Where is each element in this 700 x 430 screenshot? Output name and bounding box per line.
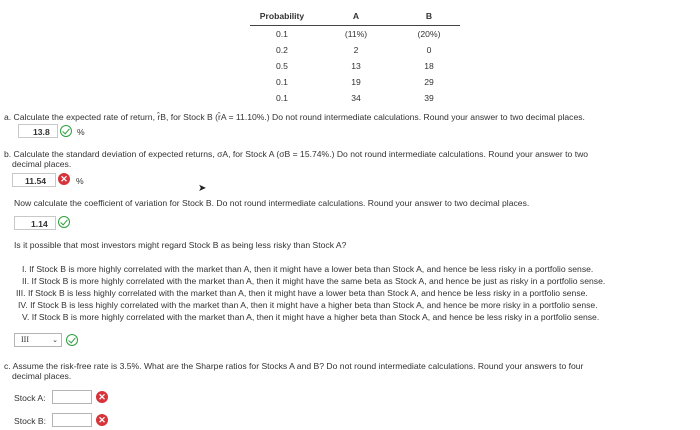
part-c-question-cont: decimal places. bbox=[12, 371, 72, 381]
mouse-cursor-icon: ➤ bbox=[198, 183, 207, 194]
incorrect-x-icon: ✕ bbox=[96, 414, 108, 426]
cv-answer-field[interactable]: 1.14 bbox=[14, 216, 56, 230]
part-a-answer-field[interactable]: 13.8 bbox=[18, 124, 58, 138]
cell: (11%) bbox=[344, 29, 368, 39]
option-iii: III. If Stock B is less highly correlated with the market than A, then it might have a lower beta than Stock A, and hence be less risky in a portfolio sense. bbox=[16, 288, 588, 298]
cell: 13 bbox=[351, 61, 361, 71]
table-row bbox=[250, 74, 460, 90]
table-row bbox=[250, 90, 460, 106]
cell: 19 bbox=[351, 77, 361, 87]
cell: 0.2 bbox=[276, 45, 288, 55]
stock-a-label: Stock A: bbox=[14, 393, 46, 403]
correct-check-icon bbox=[58, 216, 70, 228]
option-iv: IV. If Stock B is less highly correlated with the market than A, then it might have a higher beta than Stock A, and hence be more risky in a portfolio sense. bbox=[18, 300, 598, 310]
cell: 0.5 bbox=[276, 61, 288, 71]
probability-table bbox=[250, 7, 460, 106]
incorrect-x-icon: ✕ bbox=[96, 391, 108, 403]
table-row bbox=[250, 58, 460, 74]
cell: 29 bbox=[424, 77, 434, 87]
cell: 0 bbox=[426, 45, 432, 55]
part-a-question: a. Calculate the expected rate of return, r̂B, for Stock B (r̂A = 11.10%.) Do not round intermediate calculations. Round your answer to two decimal places. bbox=[4, 112, 585, 122]
part-b-question-cont: decimal places. bbox=[12, 159, 72, 169]
option-v: V. If Stock B is more highly correlated with the market than A, then it might have a higher beta than Stock A, and hence be less risky in a portfolio sense. bbox=[22, 312, 600, 322]
part-a-unit: % bbox=[77, 127, 85, 137]
cell: 18 bbox=[424, 61, 434, 71]
cell: 34 bbox=[351, 93, 361, 103]
header-probability: Probability bbox=[250, 7, 314, 26]
stock-b-sharpe-input[interactable] bbox=[52, 413, 92, 427]
answer-select-dropdown[interactable] bbox=[14, 333, 62, 347]
header-stock-a: A bbox=[314, 7, 398, 26]
stock-a-sharpe-input[interactable] bbox=[52, 390, 92, 404]
part-b-unit: % bbox=[76, 176, 84, 186]
part-b-question: b. Calculate the standard deviation of expected returns, σA, for Stock A (σB = 15.74%.) Do not round intermediate calculations. Round your answer to two bbox=[4, 149, 589, 159]
risk-question: Is it possible that most investors might regard Stock B as being less risky than Stock A? bbox=[14, 240, 347, 250]
cell: (20%) bbox=[417, 29, 441, 39]
table-row bbox=[250, 42, 460, 58]
cell: 0.1 bbox=[276, 77, 288, 87]
option-ii: II. If Stock B is more highly correlated with the market than A, then it might have the same beta as Stock A, and hence be just as risky in a portfolio sense. bbox=[22, 276, 606, 286]
incorrect-x-icon: ✕ bbox=[58, 173, 70, 185]
cell: 0.1 bbox=[276, 29, 288, 39]
stock-b-label: Stock B: bbox=[14, 416, 46, 426]
cell: 39 bbox=[424, 93, 434, 103]
correct-check-icon bbox=[66, 334, 78, 346]
part-b-answer-field[interactable]: 11.54 bbox=[12, 173, 56, 187]
table-header-row bbox=[250, 7, 460, 26]
cell: 2 bbox=[353, 45, 359, 55]
table-row bbox=[250, 26, 460, 43]
correct-check-icon bbox=[60, 125, 72, 137]
cv-question: Now calculate the coefficient of variation for Stock B. Do not round intermediate calculations. Round your answer to two decimal places. bbox=[14, 198, 530, 208]
header-stock-b: B bbox=[398, 7, 460, 26]
selected-option: III bbox=[21, 335, 29, 344]
cell: 0.1 bbox=[276, 93, 288, 103]
part-c-question: c. Assume the risk-free rate is 3.5%. What are the Sharpe ratios for Stocks A and B? Do not round intermediate calculations. Round your answers to four bbox=[4, 361, 584, 371]
option-i: I. If Stock B is more highly correlated with the market than A, then it might have a lower beta than Stock A, and hence be less risky in a portfolio sense. bbox=[22, 264, 594, 274]
chevron-down-icon: ⌄ bbox=[52, 336, 58, 344]
